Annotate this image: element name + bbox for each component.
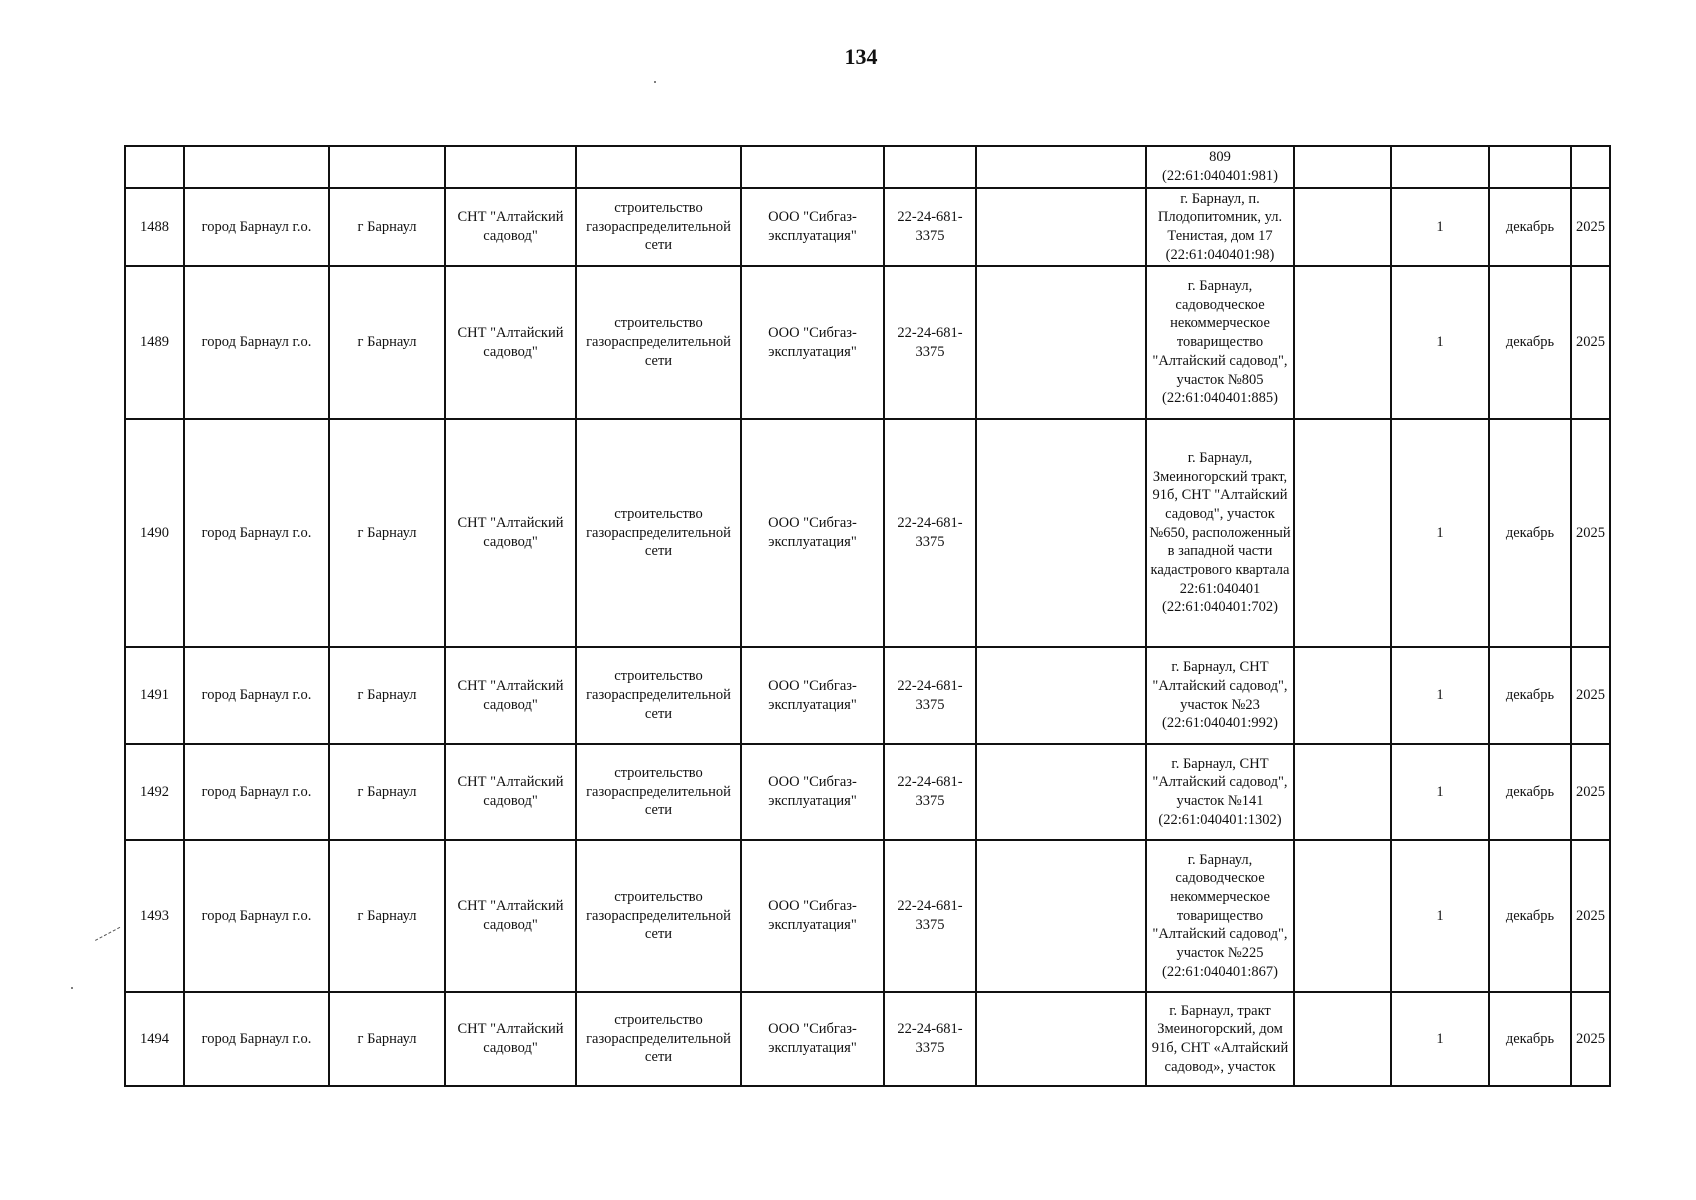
cell-month: декабрь [1489,647,1571,744]
cell-month: декабрь [1489,840,1571,992]
cell-locality: г Барнаул [329,419,445,647]
table-row [125,266,1610,419]
cell-quantity: 1 [1391,188,1489,266]
cell-organization: ООО "Сибгаз-эксплуатация" [741,647,884,744]
cell-number: 1490 [125,419,184,647]
cell-code: 22-24-681-3375 [884,266,976,419]
cell-object: СНТ "Алтайский садовод" [445,188,576,266]
cell-year: 2025 [1571,840,1610,992]
cell-organization: ООО "Сибгаз-эксплуатация" [741,188,884,266]
cell-extra [976,188,1146,266]
cell-address: г. Барнаул, садоводческое некоммерческое товарищество "Алтайский садовод", участок №225 (22:61:040401:867) [1146,840,1294,992]
cell-quantity: 1 [1391,266,1489,419]
cell-locality: г Барнаул [329,647,445,744]
table-row [125,840,1610,992]
cell-work: строительство газораспределительной сети [576,992,741,1086]
cell-blank [1294,840,1391,992]
cell-blank [1294,744,1391,840]
cell-extra [976,840,1146,992]
cell-object: СНТ "Алтайский садовод" [445,266,576,419]
cell-organization: ООО "Сибгаз-эксплуатация" [741,992,884,1086]
cell-locality: г Барнаул [329,840,445,992]
cell-object: СНТ "Алтайский садовод" [445,992,576,1086]
cell-district [184,146,329,188]
cell-year: 2025 [1571,266,1610,419]
table-row [125,188,1610,266]
cell-month: декабрь [1489,744,1571,840]
cell-address: г. Барнаул, тракт Змеиногорский, дом 91б, СНТ «Алтайский садовод», участок [1146,992,1294,1086]
cell-number: 1494 [125,992,184,1086]
table-row [125,419,1610,647]
cell-year: 2025 [1571,992,1610,1086]
cell-month: декабрь [1489,266,1571,419]
cell-object: СНТ "Алтайский садовод" [445,840,576,992]
cell-quantity: 1 [1391,647,1489,744]
cell-year: 2025 [1571,188,1610,266]
cell-blank [1294,188,1391,266]
cell-locality: г Барнаул [329,266,445,419]
cell-object [445,146,576,188]
cell-number: 1491 [125,647,184,744]
cell-organization [741,146,884,188]
cell-blank [1294,146,1391,188]
cell-extra [976,146,1146,188]
cell-year: 2025 [1571,647,1610,744]
cell-quantity: 1 [1391,744,1489,840]
cell-extra [976,992,1146,1086]
cell-organization: ООО "Сибгаз-эксплуатация" [741,744,884,840]
cell-address: 809 (22:61:040401:981) [1146,146,1294,188]
table-row [125,744,1610,840]
cell-number: 1493 [125,840,184,992]
cell-number [125,146,184,188]
cell-year: 2025 [1571,419,1610,647]
cell-organization: ООО "Сибгаз-эксплуатация" [741,840,884,992]
cell-month: декабрь [1489,188,1571,266]
cell-locality: г Барнаул [329,992,445,1086]
cell-blank [1294,419,1391,647]
table-row [125,992,1610,1086]
cell-code: 22-24-681-3375 [884,419,976,647]
cell-extra [976,647,1146,744]
cell-object: СНТ "Алтайский садовод" [445,744,576,840]
cell-locality: г Барнаул [329,744,445,840]
cell-blank [1294,992,1391,1086]
cell-month [1489,146,1571,188]
cell-quantity: 1 [1391,419,1489,647]
cell-address: г. Барнаул, СНТ "Алтайский садовод", участок №23 (22:61:040401:992) [1146,647,1294,744]
cell-district: город Барнаул г.о. [184,188,329,266]
cell-code [884,146,976,188]
cell-district: город Барнаул г.о. [184,266,329,419]
cell-year [1571,146,1610,188]
cell-work: строительство газораспределительной сети [576,266,741,419]
margin-pen-mark [95,927,128,955]
cell-organization: ООО "Сибгаз-эксплуатация" [741,266,884,419]
cell-district: город Барнаул г.о. [184,419,329,647]
cell-work: строительство газораспределительной сети [576,188,741,266]
cell-blank [1294,266,1391,419]
cell-work: строительство газораспределительной сети [576,419,741,647]
cell-blank [1294,647,1391,744]
table-row [125,647,1610,744]
cell-code: 22-24-681-3375 [884,992,976,1086]
cell-work: строительство газораспределительной сети [576,647,741,744]
cell-organization: ООО "Сибгаз-эксплуатация" [741,419,884,647]
scan-speck [654,81,656,83]
cell-district: город Барнаул г.о. [184,744,329,840]
cell-quantity: 1 [1391,992,1489,1086]
cell-code: 22-24-681-3375 [884,188,976,266]
cell-address: г. Барнаул, садоводческое некоммерческое товарищество "Алтайский садовод", участок №805 (22:61:040401:885) [1146,266,1294,419]
table-row-continuation [125,146,1610,188]
cell-quantity [1391,146,1489,188]
cell-work: строительство газораспределительной сети [576,840,741,992]
cell-locality: г Барнаул [329,188,445,266]
cell-month: декабрь [1489,419,1571,647]
cell-extra [976,266,1146,419]
register-table [124,145,1611,1087]
cell-extra [976,744,1146,840]
cell-district: город Барнаул г.о. [184,992,329,1086]
cell-code: 22-24-681-3375 [884,647,976,744]
cell-number: 1489 [125,266,184,419]
cell-district: город Барнаул г.о. [184,840,329,992]
cell-year: 2025 [1571,744,1610,840]
cell-locality [329,146,445,188]
cell-address: г. Барнаул, Змеиногорский тракт, 91б, СНТ "Алтайский садовод", участок №650, расположенный в западной части кадастрового квартала 22:61:040401 (22:61:040401:702) [1146,419,1294,647]
cell-code: 22-24-681-3375 [884,744,976,840]
scan-speck [71,987,73,989]
cell-address: г. Барнаул, СНТ "Алтайский садовод", участок №141 (22:61:040401:1302) [1146,744,1294,840]
cell-object: СНТ "Алтайский садовод" [445,419,576,647]
cell-number: 1492 [125,744,184,840]
cell-work: строительство газораспределительной сети [576,744,741,840]
cell-quantity: 1 [1391,840,1489,992]
cell-address: г. Барнаул, п. Плодопитомник, ул. Тенистая, дом 17 (22:61:040401:98) [1146,188,1294,266]
cell-month: декабрь [1489,992,1571,1086]
cell-extra [976,419,1146,647]
cell-object: СНТ "Алтайский садовод" [445,647,576,744]
cell-number: 1488 [125,188,184,266]
page-number: 134 [844,44,878,69]
cell-work [576,146,741,188]
cell-district: город Барнаул г.о. [184,647,329,744]
cell-code: 22-24-681-3375 [884,840,976,992]
